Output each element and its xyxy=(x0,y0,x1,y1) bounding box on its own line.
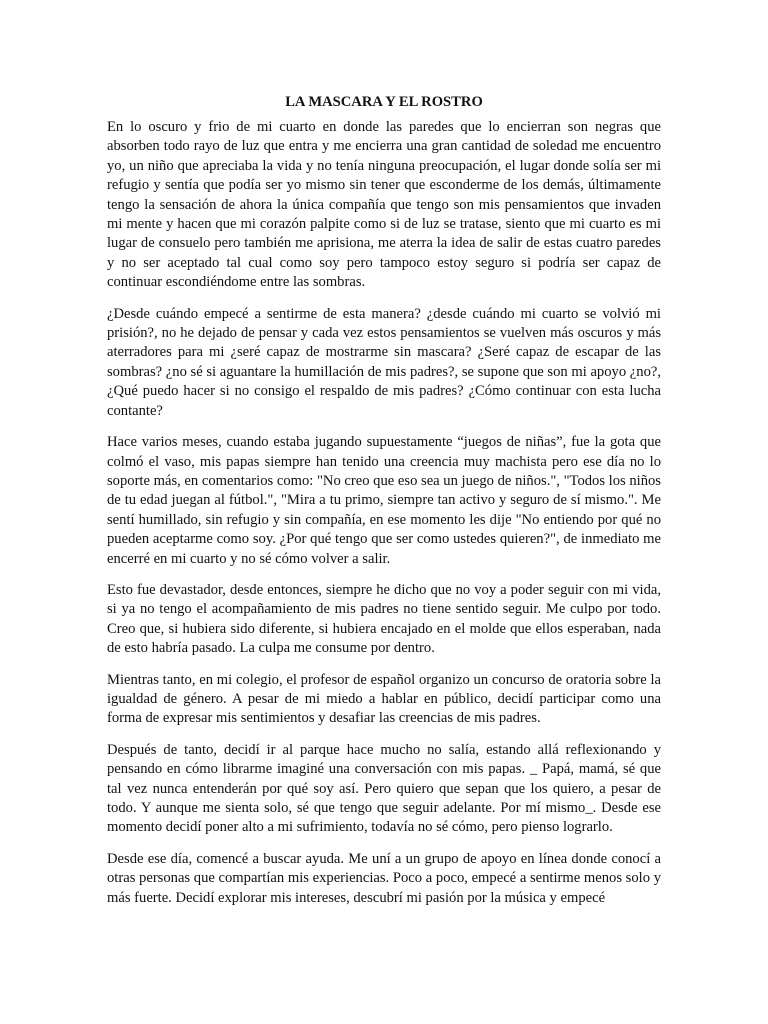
document-page xyxy=(107,88,661,920)
paragraph-3: Hace varios meses, cuando estaba jugando supuestamente “juegos de niñas”, fue la gota que colmó el vaso, mis papas siempre han tenido una creencia muy machista pero ese día no lo soporte más, en comentarios como: "No creo que eso sea un juego de niños.", "Todos los niños de tu edad juegan al fútbol.", "Mira a tu primo, siempre tan activo y seguro de sí mismo.". Me sentí humillado, sin refugio y sin compañía, en ese momento les dije "No entiendo por qué no pueden aceptarme como soy. ¿Por qué tengo que ser como ustedes quieren?", de inmediato me encerré en mi cuarto y no sé cómo volver a salir. xyxy=(107,434,661,567)
paragraph-7: Desde ese día, comencé a buscar ayuda. Me uní a un grupo de apoyo en línea donde conocí a otras personas que compartían mis experiencias. Poco a poco, empecé a sentirme menos solo y más fuerte. Decidí explorar mis intereses, descubrí mi pasión por la música y empecé xyxy=(107,850,661,906)
paragraph-1: En lo oscuro y frio de mi cuarto en donde las paredes que lo encierran son negras que absorben todo rayo de luz que entra y me encierra una gran cantidad de soledad me encuentro yo, un niño que apreciaba la vida y no tenía ninguna preocupación, el lugar donde solía ser mi refugio y sentía que podía ser yo mismo sin tener que esconderme de los demás, últimamente tengo la sensación de ahora la única compañía que tengo son mis pensamientos que invaden mi mente y hacen que mi corazón palpite como si de luz se tratase, siento que mi cuarto es mi lugar de consuelo pero también me aprisiona, me aterra la idea de salir de estas cuatro paredes y no ser aceptado tal cual como soy pero tampoco estoy seguro si podría ser capaz de continuar escondiéndome entre las sombras. xyxy=(107,119,661,291)
paragraph-5: Mientras tanto, en mi colegio, el profesor de español organizo un concurso de oratoria sobre la igualdad de género. A pesar de mi miedo a hablar en público, decidí participar como una forma de expresar mis sentimientos y desafiar las creencias de mis padres. xyxy=(107,671,661,727)
paragraph-2: ¿Desde cuándo empecé a sentirme de esta manera? ¿desde cuándo mi cuarto se volvió mi prisión?, no he dejado de pensar y cada vez estos pensamientos se vuelven más oscuros y más aterradores para mi ¿seré capaz de mostrarme sin mascara? ¿Seré capaz de escapar de las sombras? ¿no sé si aguantare la humillación de mis padres?, se supone que son mi apoyo ¿no?, ¿Qué puedo hacer si no consigo el respaldo de mis padres? ¿Cómo continuar con esta lucha contante? xyxy=(107,305,661,419)
document-title: LA MASCARA Y EL ROSTRO xyxy=(285,94,483,110)
paragraph-4: Esto fue devastador, desde entonces, siempre he dicho que no voy a poder seguir con mi vida, si ya no tengo el acompañamiento de mis padres no tiene sentido seguir. Me culpo por todo. Creo que, si hubiera sido diferente, si hubiera encajado en el molde que ellos esperaban, nada de esto habría pasado. La culpa me consume por dentro. xyxy=(107,581,661,657)
paragraph-6: Después de tanto, decidí ir al parque hace mucho no salía, estando allá reflexionando y pensando en cómo librarme imaginé una conversación con mis papas. _ Papá, mamá, sé que tal vez nunca entenderán por qué soy así. Pero quiero que sepan que los quiero, a pesar de todo. Y aunque me sienta solo, sé que tengo que seguir adelante. Por mí mismo_. Desde ese momento decidí poner alto a mi sufrimiento, todavía no sé cómo, pero pienso lograrlo. xyxy=(107,741,661,836)
